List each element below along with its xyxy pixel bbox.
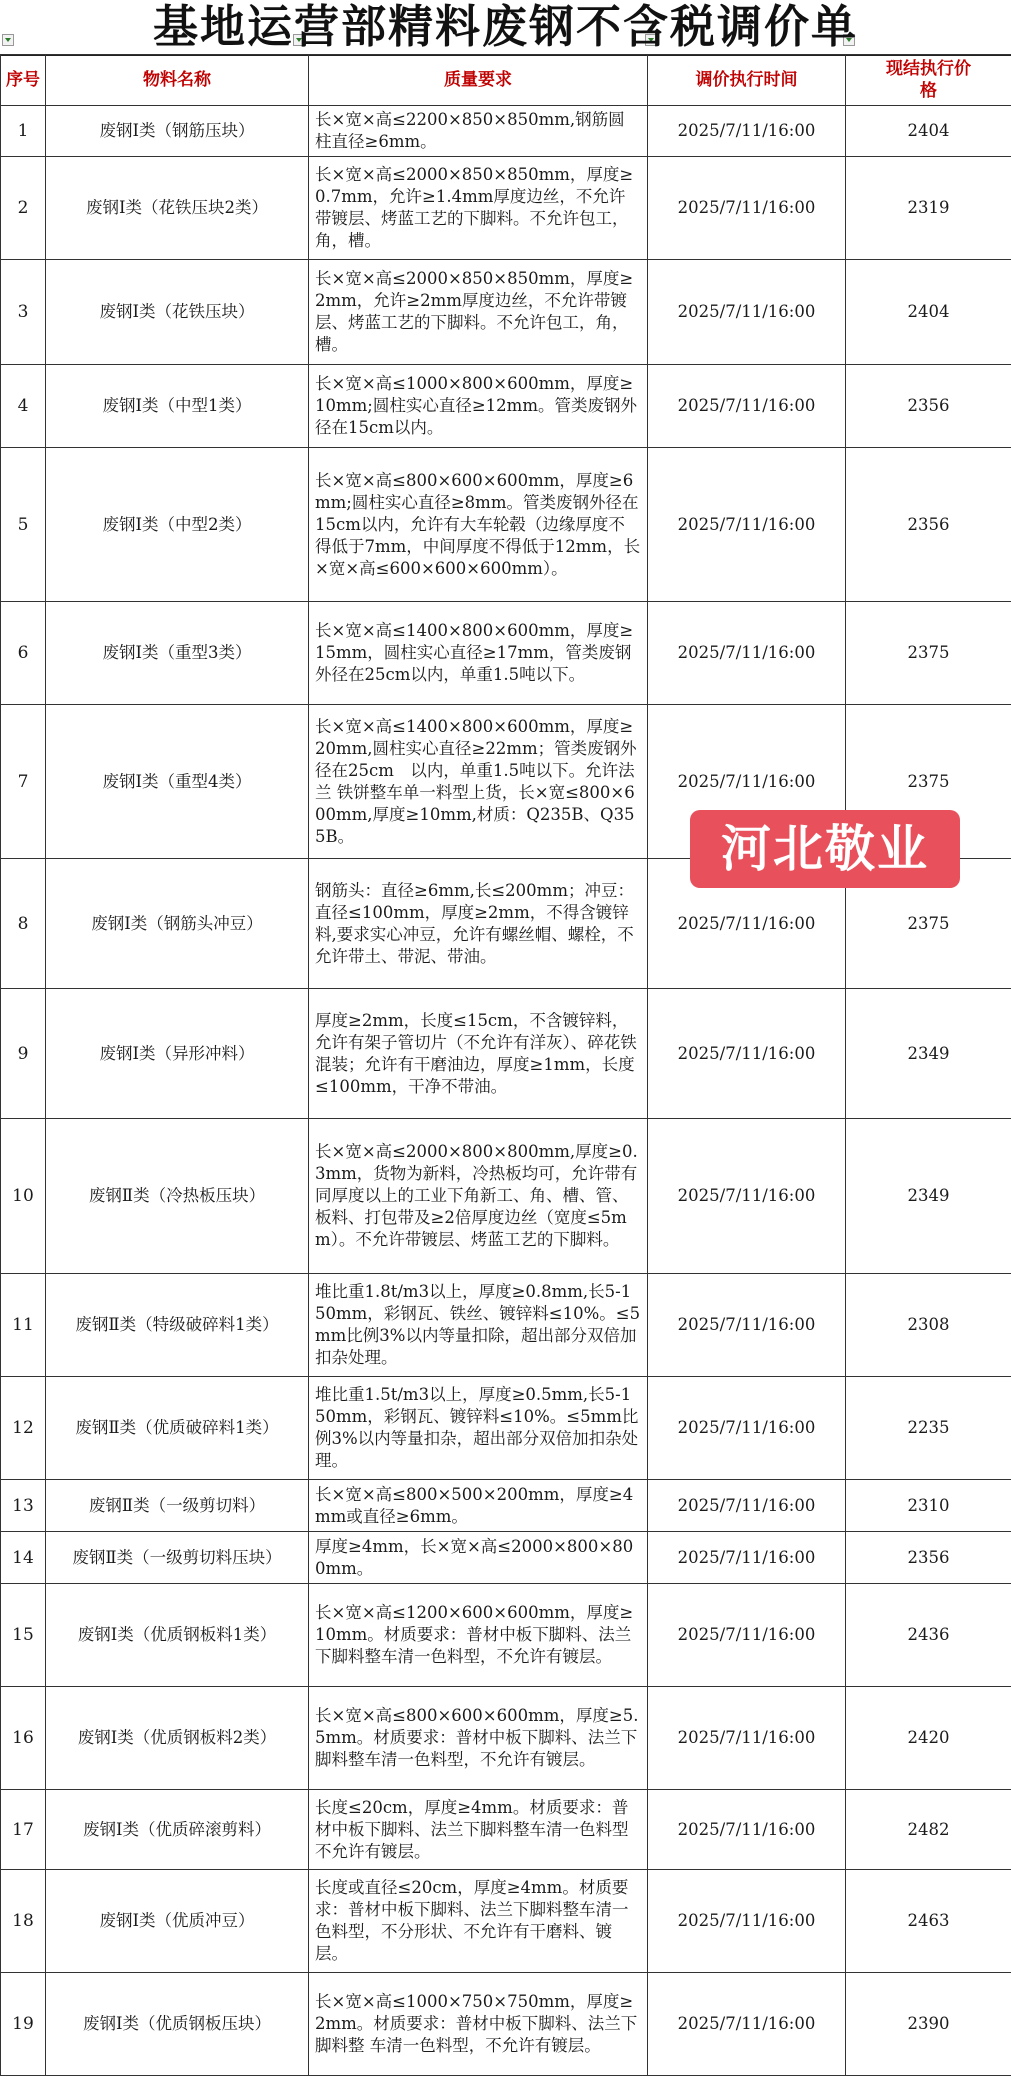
row-index: 19 — [1, 1973, 46, 2076]
row-index: 14 — [1, 1532, 46, 1584]
row-material-name: 废钢Ⅰ类（优质钢板料1类） — [46, 1584, 309, 1687]
row-material-name: 废钢Ⅰ类（优质碎滚剪料） — [46, 1790, 309, 1870]
row-material-name: 废钢Ⅰ类（花铁压块） — [46, 260, 309, 365]
row-time: 2025/7/11/16:00 — [648, 157, 846, 260]
row-price: 2463 — [846, 1870, 1011, 1973]
row-material-name: 废钢Ⅱ类（一级剪切料） — [46, 1480, 309, 1532]
row-material-name: 废钢Ⅱ类（特级破碎料1类） — [46, 1274, 309, 1377]
row-quality: 长×宽×高≤2200×850×850mm,钢筋圆柱直径≥6mm。 — [309, 106, 648, 157]
row-material-name: 废钢Ⅱ类（优质破碎料1类） — [46, 1377, 309, 1480]
row-time: 2025/7/11/16:00 — [648, 1973, 846, 2076]
row-time: 2025/7/11/16:00 — [648, 859, 846, 989]
row-material-name: 废钢Ⅰ类（异形冲料） — [46, 989, 309, 1119]
row-index: 16 — [1, 1687, 46, 1790]
row-quality: 堆比重1.8t/m3以上，厚度≥0.8mm,长5-150mm，彩钢瓦、铁丝、镀锌料≤10%。≤5mm比例3%以内等量扣除，超出部分双倍加扣杂处理。 — [309, 1274, 648, 1377]
row-material-name: 废钢Ⅰ类（重型4类） — [46, 705, 309, 859]
row-quality: 厚度≥2mm，长度≤15cm，不含镀锌料，允许有架子管切片（不允许有洋灰）、碎花铁混装；允许有干磨油边，厚度≥1mm，长度≤100mm，干净不带油。 — [309, 989, 648, 1119]
row-quality: 钢筋头：直径≥6mm,长≤200mm；冲豆：直径≤100mm，厚度≥2mm，不得含镀锌料,要求实心冲豆，允许有螺丝帽、螺栓，不允许带土、带泥、带油。 — [309, 859, 648, 989]
table-row — [1, 260, 1011, 365]
row-quality: 堆比重1.5t/m3以上，厚度≥0.5mm,长5-150mm，彩钢瓦、镀锌料≤10%。≤5mm比例3%以内等量扣杂，超出部分双倍加扣杂处理。 — [309, 1377, 648, 1480]
row-material-name: 废钢Ⅰ类（钢筋压块） — [46, 106, 309, 157]
row-quality: 长×宽×高≤1000×800×600mm，厚度≥10mm;圆柱实心直径≥12mm。管类废钢外径在15cm以内。 — [309, 365, 648, 448]
row-material-name: 废钢Ⅰ类（花铁压块2类） — [46, 157, 309, 260]
row-quality: 长×宽×高≤1400×800×600mm，厚度≥20mm,圆柱实心直径≥22mm；管类废钢外径在25cm 以内，单重1.5吨以下。允许法兰 铁饼整车单一料型上货，长×宽≤800×600mm,厚度≥10mm,材质：Q235B、Q355B。 — [309, 705, 648, 859]
row-material-name: 废钢Ⅰ类（中型2类） — [46, 448, 309, 602]
row-time: 2025/7/11/16:00 — [648, 1274, 846, 1377]
row-quality: 长度或直径≤20cm，厚度≥4mm。材质要求：普材中板下脚料、法兰下脚料整车清一色料型，不分形状、不允许有干磨料、镀层。 — [309, 1870, 648, 1973]
row-quality: 长×宽×高≤1200×600×600mm，厚度≥10mm。材质要求：普材中板下脚料、法兰下脚料整车清一色料型，不允许有镀层。 — [309, 1584, 648, 1687]
table-row — [1, 1377, 1011, 1480]
table-row — [1, 448, 1011, 602]
row-quality: 厚度≥4mm，长×宽×高≤2000×800×800mm。 — [309, 1532, 648, 1584]
row-price: 2356 — [846, 1532, 1011, 1584]
row-time: 2025/7/11/16:00 — [648, 260, 846, 365]
row-price: 2482 — [846, 1790, 1011, 1870]
row-time: 2025/7/11/16:00 — [648, 1119, 846, 1274]
row-time: 2025/7/11/16:00 — [648, 1870, 846, 1973]
table-body — [1, 106, 1011, 2076]
row-time: 2025/7/11/16:00 — [648, 448, 846, 602]
row-time: 2025/7/11/16:00 — [648, 705, 846, 859]
row-time: 2025/7/11/16:00 — [648, 1687, 846, 1790]
row-material-name: 废钢Ⅱ类（一级剪切料压块） — [46, 1532, 309, 1584]
row-index: 5 — [1, 448, 46, 602]
row-index: 4 — [1, 365, 46, 448]
row-index: 18 — [1, 1870, 46, 1973]
table-row — [1, 365, 1011, 448]
row-price: 2404 — [846, 260, 1011, 365]
title-row — [0, 0, 1011, 56]
row-index: 1 — [1, 106, 46, 157]
row-price: 2420 — [846, 1687, 1011, 1790]
row-price: 2390 — [846, 1973, 1011, 2076]
row-price: 2404 — [846, 106, 1011, 157]
row-price: 2436 — [846, 1584, 1011, 1687]
row-price: 2349 — [846, 1119, 1011, 1274]
row-quality: 长度≤20cm，厚度≥4mm。材质要求：普材中板下脚料、法兰下脚料整车清一色料型不允许有镀层。 — [309, 1790, 648, 1870]
table-row — [1, 1790, 1011, 1870]
row-quality: 长×宽×高≤2000×850×850mm，厚度≥0.7mm，允许≥1.4mm厚度边丝，不允许带镀层、烤蓝工艺的下脚料。不允许包工，角，槽。 — [309, 157, 648, 260]
row-price: 2308 — [846, 1274, 1011, 1377]
row-material-name: 废钢Ⅱ类（冷热板压块） — [46, 1119, 309, 1274]
row-price: 2235 — [846, 1377, 1011, 1480]
row-time: 2025/7/11/16:00 — [648, 602, 846, 705]
watermark-stamp: 河北敬业 — [690, 810, 960, 888]
row-index: 13 — [1, 1480, 46, 1532]
row-material-name: 废钢Ⅰ类（中型1类） — [46, 365, 309, 448]
row-material-name: 废钢Ⅰ类（钢筋头冲豆） — [46, 859, 309, 989]
table-row — [1, 1870, 1011, 1973]
row-index: 17 — [1, 1790, 46, 1870]
row-price: 2375 — [846, 859, 1011, 989]
row-time: 2025/7/11/16:00 — [648, 106, 846, 157]
row-price: 2375 — [846, 705, 1011, 859]
row-quality: 长×宽×高≤800×600×600mm，厚度≥6mm;圆柱实心直径≥8mm。管类废钢外径在15cm以内，允许有大车轮毂（边缘厚度不得低于7mm，中间厚度不得低于12mm，长×宽×高≤600×600×600mm）。 — [309, 448, 648, 602]
row-time: 2025/7/11/16:00 — [648, 1532, 846, 1584]
table-row — [1, 1532, 1011, 1584]
row-index: 8 — [1, 859, 46, 989]
table-row — [1, 1973, 1011, 2076]
table-row — [1, 1119, 1011, 1274]
row-price: 2349 — [846, 989, 1011, 1119]
price-table — [0, 54, 1011, 2076]
row-price: 2356 — [846, 365, 1011, 448]
row-quality: 长×宽×高≤1400×800×600mm，厚度≥15mm，圆柱实心直径≥17mm，管类废钢外径在25cm以内，单重1.5吨以下。 — [309, 602, 648, 705]
row-index: 12 — [1, 1377, 46, 1480]
table-row — [1, 1274, 1011, 1377]
table-row — [1, 1584, 1011, 1687]
table-row — [1, 1687, 1011, 1790]
table-row — [1, 602, 1011, 705]
table-row — [1, 157, 1011, 260]
row-time: 2025/7/11/16:00 — [648, 1790, 846, 1870]
row-time: 2025/7/11/16:00 — [648, 1377, 846, 1480]
row-index: 2 — [1, 157, 46, 260]
row-material-name: 废钢Ⅰ类（优质钢板料2类） — [46, 1687, 309, 1790]
row-price: 2375 — [846, 602, 1011, 705]
table-row — [1, 1480, 1011, 1532]
row-index: 10 — [1, 1119, 46, 1274]
row-quality: 长×宽×高≤800×600×600mm，厚度≥5.5mm。材质要求：普材中板下脚料、法兰下脚料整车清一色料型，不允许有镀层。 — [309, 1687, 648, 1790]
row-price: 2356 — [846, 448, 1011, 602]
row-index: 9 — [1, 989, 46, 1119]
header-price: 现结执行价格 — [846, 55, 1011, 106]
row-index: 7 — [1, 705, 46, 859]
table-row — [1, 106, 1011, 157]
row-price: 2310 — [846, 1480, 1011, 1532]
table-row — [1, 989, 1011, 1119]
row-time: 2025/7/11/16:00 — [648, 1584, 846, 1687]
row-time: 2025/7/11/16:00 — [648, 1480, 846, 1532]
header-row — [1, 55, 1011, 106]
row-material-name: 废钢Ⅰ类（重型3类） — [46, 602, 309, 705]
row-material-name: 废钢Ⅰ类（优质钢板压块） — [46, 1973, 309, 2076]
sheet-title: 基地运营部精料废钢不含税调价单 — [152, 0, 858, 53]
row-index: 15 — [1, 1584, 46, 1687]
row-quality: 长×宽×高≤2000×800×800mm,厚度≥0.3mm，货物为新料，冷热板均可，允许带有同厚度以上的工业下角新工、角、槽、管、板料、打包带及≥2倍厚度边丝（宽度≤5mm）。不允许带镀层、烤蓝工艺的下脚料。 — [309, 1119, 648, 1274]
row-index: 3 — [1, 260, 46, 365]
header-name: 物料名称 — [46, 55, 309, 106]
row-time: 2025/7/11/16:00 — [648, 365, 846, 448]
header-index: 序号 — [1, 55, 46, 106]
row-quality: 长×宽×高≤1000×750×750mm，厚度≥2mm。材质要求：普材中板下脚料、法兰下脚料整 车清一色料型，不允许有镀层。 — [309, 1973, 648, 2076]
row-price: 2319 — [846, 157, 1011, 260]
row-quality: 长×宽×高≤2000×850×850mm，厚度≥2mm，允许≥2mm厚度边丝，不允许带镀层、烤蓝工艺的下脚料。不允许包工，角，槽。 — [309, 260, 648, 365]
header-time: 调价执行时间 — [648, 55, 846, 106]
header-quality: 质量要求 — [309, 55, 648, 106]
row-quality: 长×宽×高≤800×500×200mm，厚度≥4mm或直径≥6mm。 — [309, 1480, 648, 1532]
row-material-name: 废钢Ⅰ类（优质冲豆） — [46, 1870, 309, 1973]
row-time: 2025/7/11/16:00 — [648, 989, 846, 1119]
row-index: 6 — [1, 602, 46, 705]
row-index: 11 — [1, 1274, 46, 1377]
